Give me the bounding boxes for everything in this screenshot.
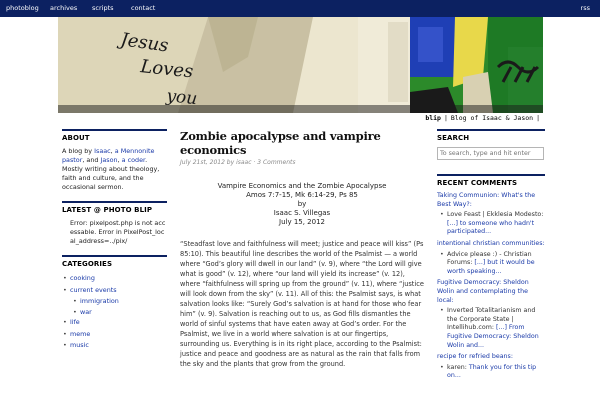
about-text: A blog by Isaac, a Mennonite pastor, and Jason, a coder. Mostly writing about theology, faith and culture, and the occasional sermon.	[62, 147, 160, 191]
header-banner-image[interactable]	[58, 17, 543, 113]
recent-comment-item	[437, 364, 545, 381]
byline-by: by	[297, 200, 307, 208]
category-item	[62, 285, 167, 297]
recent-comment-post-link[interactable]: recipe for refried beans:	[437, 353, 513, 361]
subtitle-separator: |	[443, 114, 448, 122]
recent-comment-post-link[interactable]: Taking Communion: What's the Best Way?:	[437, 192, 536, 208]
comment-excerpt-link[interactable]: [...] to someone who hadn't participated...	[447, 219, 535, 236]
blog-name[interactable]: blip	[425, 114, 441, 122]
recent-comment-post-link[interactable]: Fugitive Democracy: Sheldon Wolin and contemplating the local:	[437, 279, 529, 304]
photo-blip-error: Error: pixelpost.php is not accessable. Error in PixelPost_local_address=../pix/	[70, 219, 166, 245]
main-content	[180, 129, 424, 369]
nav-link-archives[interactable]: archives	[50, 4, 78, 12]
graffiti-illustration	[58, 17, 543, 113]
photo-blip-widget	[62, 201, 167, 246]
comment-author: Inverted Totalitarianism and the Corporate State | Intellihub.com:	[447, 307, 536, 332]
category-link-life[interactable]: life	[70, 318, 80, 326]
category-item	[62, 307, 167, 318]
comment-excerpt-link[interactable]: Thank you for this tip on...	[447, 363, 537, 380]
category-item	[62, 273, 167, 285]
post-header-block	[180, 182, 424, 227]
comment-author: karen:	[447, 363, 469, 371]
search-widget	[437, 129, 545, 160]
category-item	[62, 317, 167, 329]
category-link-war[interactable]: war	[80, 307, 92, 316]
scripture-references: Amos 7:7-15, Mk 6:14-29, Ps 85	[246, 191, 358, 199]
photo-blip-heading: LATEST @ PHOTO BLIP	[62, 206, 153, 214]
search-heading: SEARCH	[437, 134, 470, 142]
mennonite-pastor-link[interactable]: a Mennonite pastor	[62, 147, 155, 164]
category-item	[62, 329, 167, 341]
blog-tagline: Blog of Isaac & Jason	[450, 114, 534, 122]
top-nav-bar	[0, 0, 600, 17]
category-list	[62, 273, 167, 352]
post-title[interactable]: Zombie apocalypse and vampire economics	[180, 129, 381, 157]
comment-author: Advice please :) - Christian Forums:	[447, 250, 532, 267]
subtitle-trailing-separator: |	[536, 114, 540, 122]
nav-link-contact[interactable]: contact	[131, 4, 156, 12]
right-sidebar	[437, 129, 545, 390]
search-input[interactable]	[437, 147, 544, 160]
nav-link-scripts[interactable]: scripts	[92, 4, 114, 12]
blog-subtitle	[425, 114, 543, 122]
coder-link[interactable]: a coder	[121, 156, 146, 164]
post-meta: July 21st, 2012 by isaac · 3 Comments	[180, 159, 296, 166]
category-link-cooking[interactable]: cooking	[70, 274, 95, 282]
recent-comment-post-link[interactable]: intentional christian communities:	[437, 239, 545, 247]
categories-widget	[62, 255, 167, 352]
author-name: Isaac S. Villegas	[273, 209, 331, 217]
nav-link-photoblog[interactable]: photoblog	[6, 4, 39, 12]
sermon-date: July 15, 2012	[279, 218, 325, 226]
recent-comments-widget	[437, 174, 545, 381]
jason-link[interactable]: Jason	[100, 156, 118, 164]
recent-comments-heading: RECENT COMMENTS	[437, 179, 518, 187]
isaac-link[interactable]: Isaac	[94, 147, 111, 155]
post-body-paragraph: “Steadfast love and faithfulness will meet; justice and peace will kiss” (Ps 85:10). This beautiful line describes the world of the Psalmist — a world where “God’s glory will dwell in our land” (v. 9), where “the Lord will give what is good” (v. 12), where “our land will yield its increase” (v. 12), where “faithfulness will spring up from the ground” (v. 11), where “justice will look down from the sky” (v. 11). All of this: the Psalmist says, is what salvation looks like: “Surely God’s salvation is at hand for those who fear him” (v. 9). Salvation is reaching out to us, as God fills dismantles the world of sinful systems that have eaten away at God’s order. For the Psalmist, we live in a world where salvation is at our fingertips, surrounding us. Everything is in its right place, according to the Psalmist: justice and peace and goodness are as natural as the rain that falls from the sky and the plants that grow from the ground.	[180, 240, 424, 368]
category-item	[62, 340, 167, 352]
about-heading: ABOUT	[62, 134, 90, 142]
graffiti-word-3: you	[165, 86, 199, 110]
sermon-title: Vampire Economics and the Zombie Apocalypse	[217, 182, 387, 190]
comment-excerpt-link[interactable]: [...] but it would be worth speaking...	[447, 259, 535, 275]
graffiti-word-2: Loves	[139, 56, 195, 83]
recent-comment-item	[437, 211, 545, 237]
rss-link[interactable]: rss	[580, 4, 590, 12]
graffiti-word-1: Jesus	[119, 29, 170, 57]
categories-heading: CATEGORIES	[62, 260, 113, 268]
recent-comment-item	[437, 307, 545, 350]
comment-author: Love Feast | Ekklesia Modesto:	[447, 211, 544, 219]
recent-comment-item	[437, 251, 545, 277]
about-widget	[62, 129, 167, 192]
category-item	[62, 296, 167, 307]
left-sidebar	[62, 129, 167, 361]
category-link-immigration[interactable]: immigration	[80, 297, 119, 305]
category-link-meme[interactable]: meme	[70, 329, 91, 338]
category-link-music[interactable]: music	[70, 341, 89, 349]
comment-excerpt-link[interactable]: [...] From Fugitive Democracy: Sheldon Wolin and...	[447, 324, 539, 349]
category-link-current-events[interactable]: current events	[70, 285, 117, 294]
recent-comments-list	[437, 192, 545, 381]
